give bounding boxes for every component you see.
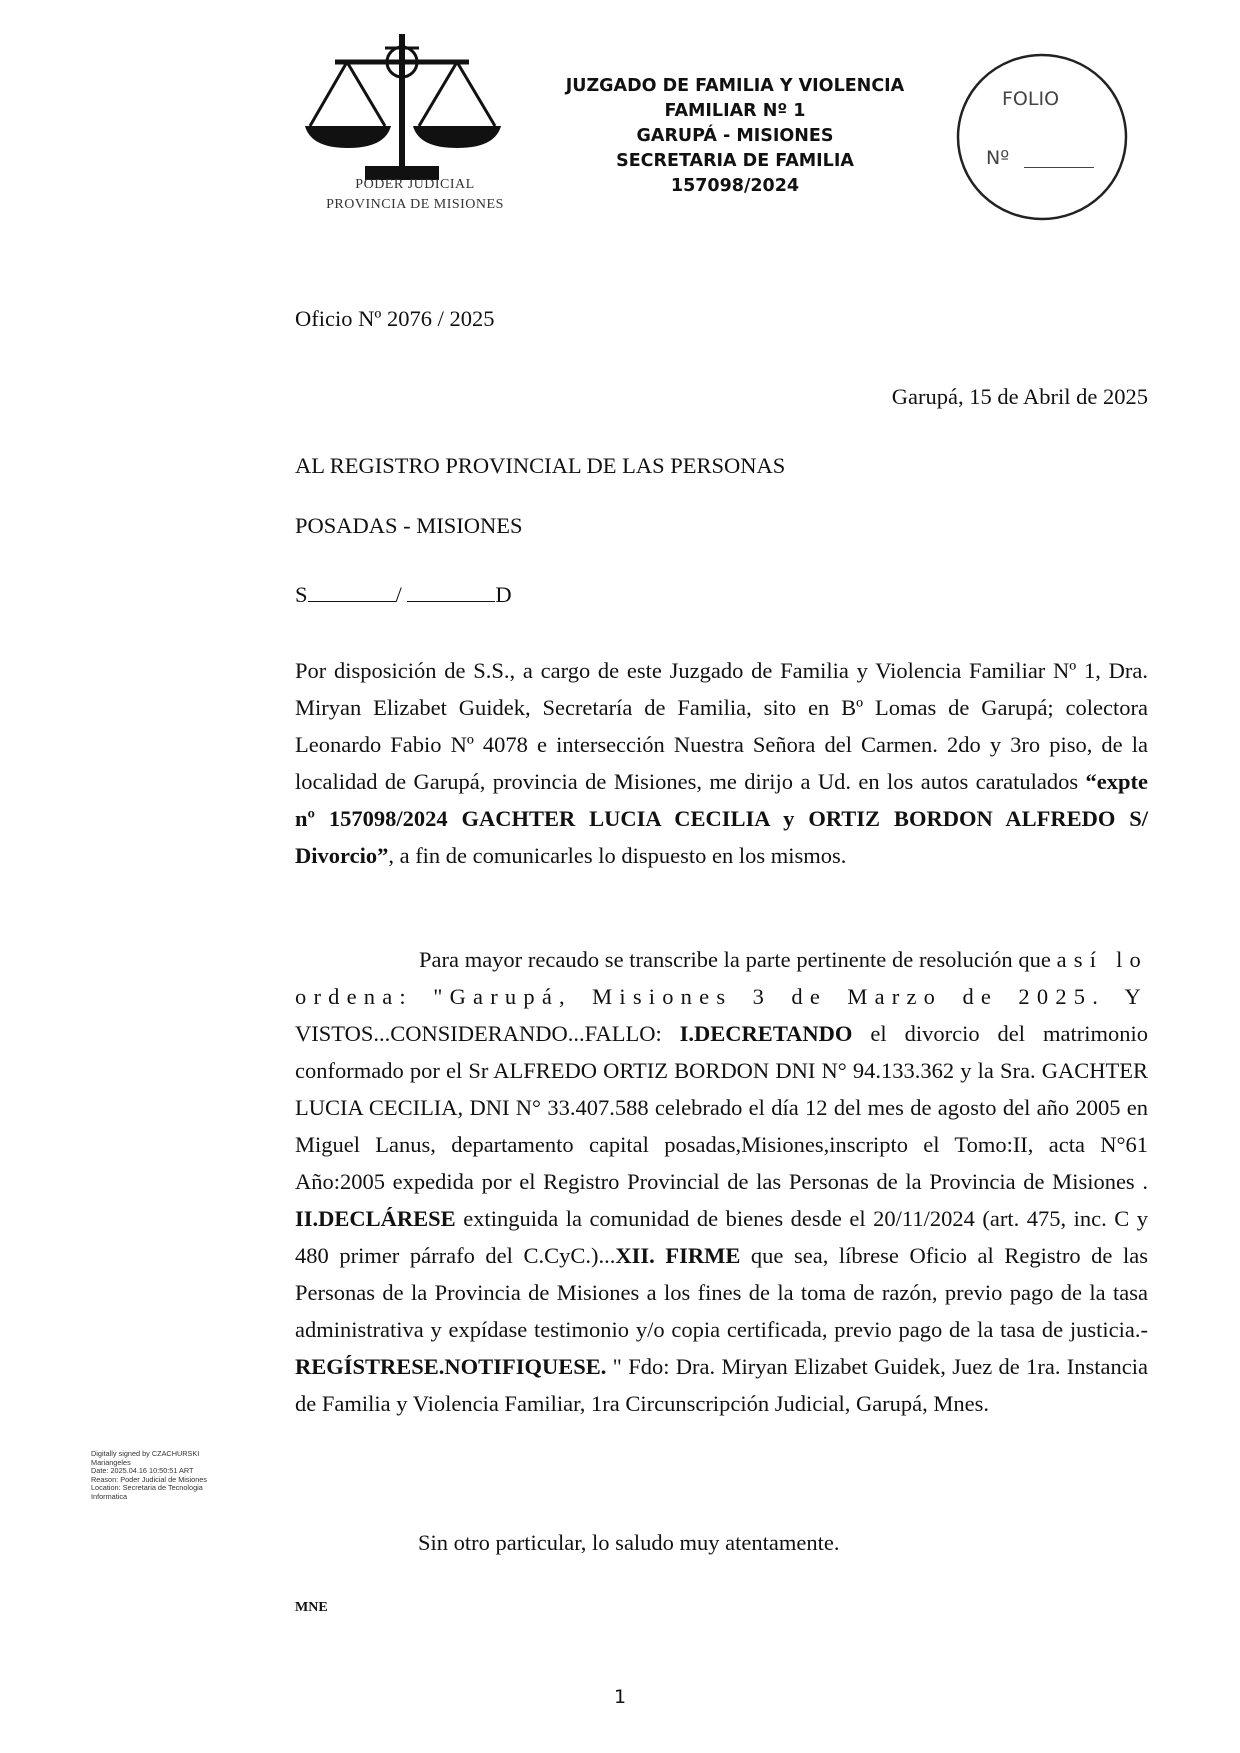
p1-text: , a fin de comunicarles lo dispuesto en los mismos.	[388, 843, 847, 868]
p2-text: Para mayor recaudo se transcribe la parte pertinente de resolución que	[419, 947, 1057, 972]
p2-bold: REGÍSTRESE.NOTIFIQUESE.	[295, 1354, 607, 1379]
p2-text: VISTOS...CONSIDERANDO...FALLO:	[295, 1021, 680, 1046]
folio-stamp-circle	[955, 52, 1129, 222]
digital-signature	[91, 1450, 241, 1502]
sd-d: D	[495, 582, 512, 607]
body-paragraph-2	[295, 941, 1148, 1422]
folio-number-prefix: Nº	[986, 147, 1010, 169]
court-header-line: JUZGADO DE FAMILIA Y VIOLENCIA	[565, 76, 905, 96]
author-initials: MNE	[295, 1600, 328, 1615]
court-header-line: GARUPÁ - MISIONES	[636, 126, 834, 146]
case-title: “expte nº 157098/2024 GACHTER LUCIA CECILIA y ORTIZ BORDON ALFREDO S/ Divorcio”	[295, 769, 1148, 868]
p2-text: " Fdo: Dra. Miryan Elizabet Guidek, Juez de 1ra. Instancia de Familia y Violencia Familiar, 1ra Circunscripción Judicial, Garupá, Mnes.	[295, 1354, 1148, 1416]
court-header	[520, 74, 950, 199]
signature-line: Digitally signed by CZACHURSKI	[91, 1449, 200, 1458]
logo-caption	[300, 175, 530, 215]
sd-blank	[308, 583, 396, 602]
p2-text: que sea, líbrese Oficio al Registro de las Personas de la Provincia de Misiones a los fines de la toma de razón, previo pago de la tasa administrativa y expídase testimonio y/o copia certificada, previo pago de la tasa de justicia.-	[295, 1243, 1148, 1342]
salutation-sd	[295, 582, 512, 608]
p1-text: Por disposición de S.S., a cargo de este Juzgado de Familia y Violencia Familiar Nº 1, Dra. Miryan Elizabet Guidek, Secretaría de Familia, sito en Bº Lomas de Garupá; colectora Leonardo Fabio Nº 4078 e intersección Nuestra Señora del Carmen. 2do y 3ro piso, de la localidad de Garupá, provincia de Misiones, me dirijo a Ud. en los autos caratulados	[295, 658, 1148, 794]
body-paragraph-1	[295, 652, 1148, 874]
p2-text: extinguida la comunidad de bienes desde el 20/11/2024 (art. 475, inc. C y 480 primer párrafo del C.CyC.)...	[295, 1206, 1148, 1268]
closing-line: Sin otro particular, lo saludo muy atentamente.	[418, 1530, 840, 1555]
court-header-line: SECRETARIA DE FAMILIA	[616, 151, 854, 171]
oficio-number: Oficio Nº 2076 / 2025	[295, 306, 495, 331]
folio-label: FOLIO	[1002, 88, 1060, 110]
page-number: 1	[613, 1686, 627, 1708]
p2-text-spaced: así lo ordena: "Garupá, Misiones 3 de Marzo de 2025. Y	[295, 947, 1149, 1009]
court-header-line: 157098/2024	[670, 176, 800, 196]
p2-bold: XII. FIRME	[615, 1243, 741, 1268]
sd-slash: /	[395, 582, 402, 607]
signature-line: Mariangeles	[91, 1457, 131, 1467]
document-date: Garupá, 15 de Abril de 2025	[891, 384, 1148, 409]
p2-bold: II.DECLÁRESE	[295, 1206, 456, 1231]
signature-line: Informatica	[91, 1491, 128, 1501]
logo-caption-line: PODER JUDICIAL	[355, 177, 475, 192]
sd-blank	[407, 583, 495, 602]
p2-text: el divorcio del matrimonio conformado por el Sr ALFREDO ORTIZ BORDON DNI N° 94.133.362 y la Sra. GACHTER LUCIA CECILIA, DNI N° 33.407.588 celebrado el día 12 del mes de agosto del año 2005 en Miguel Lanus, departamento capital posadas,Misiones,inscripto el Tomo:II, acta N°61 Año:2005 expedida por el Registro Provincial de las Personas de la Provincia de Misiones .	[295, 1021, 1148, 1194]
sd-s: S	[295, 582, 308, 607]
recipient-city: POSADAS - MISIONES	[295, 513, 523, 538]
logo-caption-line: PROVINCIA DE MISIONES	[326, 197, 504, 212]
p2-bold: I.DECRETANDO	[679, 1021, 853, 1046]
signature-line: Location: Secretaria de Tecnologia	[91, 1483, 203, 1493]
folio-number-blank	[1024, 167, 1094, 168]
signature-line: Reason: Poder Judicial de Misiones	[91, 1474, 208, 1484]
signature-line: Date: 2025.04.16 10:50:51 ART	[91, 1466, 194, 1476]
court-header-line: FAMILIAR Nº 1	[664, 101, 806, 121]
recipient: AL REGISTRO PROVINCIAL DE LAS PERSONAS	[295, 453, 786, 478]
